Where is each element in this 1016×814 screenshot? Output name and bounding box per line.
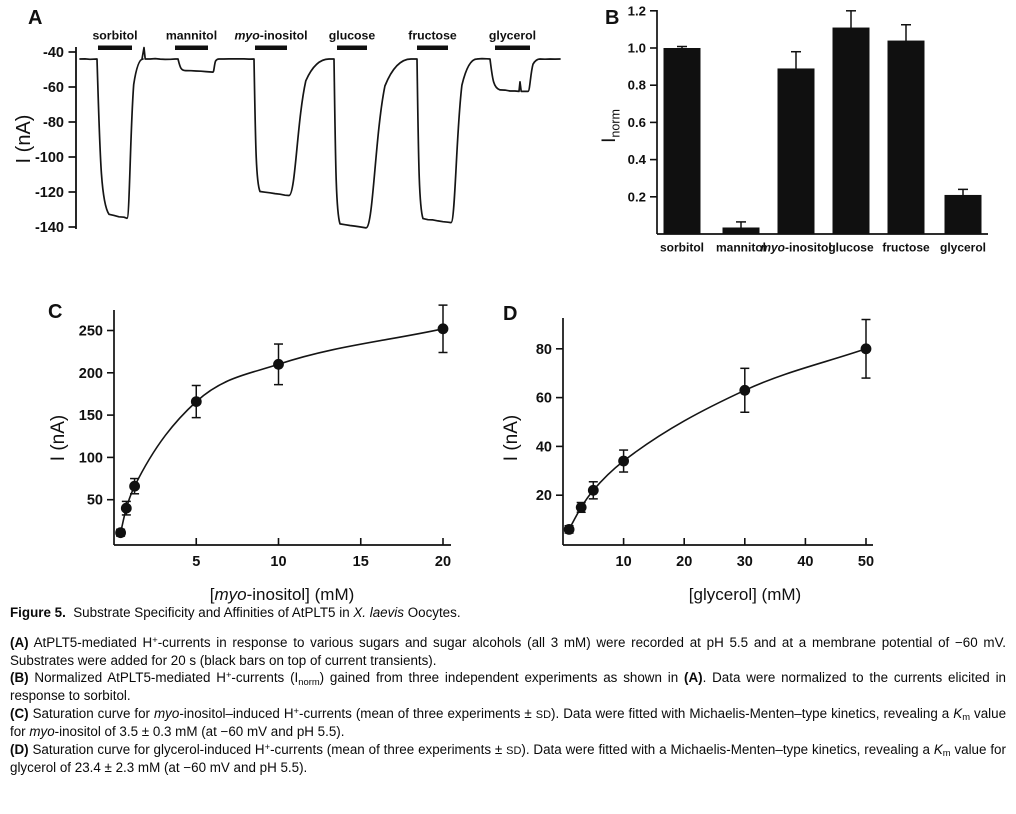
bar-fructose	[888, 41, 925, 234]
category-label-myo-inositol: myo-inositol	[760, 240, 832, 255]
caption-paragraph-a	[10, 634, 1006, 670]
y-tick-label: -140	[34, 220, 64, 236]
caption-text-segment: -currents (mean of three experiments ±	[270, 741, 507, 757]
caption-text-segment: Saturation curve for glycerol-induced H	[28, 741, 265, 757]
category-label-sorbitol: sorbitol	[660, 240, 704, 255]
y-tick-label: 150	[78, 408, 103, 425]
caption-text-segment: value for	[10, 706, 1007, 739]
y-tick-label: 0.6	[627, 114, 646, 130]
y-tick-label: 0.2	[627, 189, 646, 205]
bar-myo-inositol	[778, 68, 815, 234]
data-point	[438, 323, 449, 334]
caption-text-segment: ). Data were fitted with Michaelis-Menten–type kinetics, revealing a	[551, 706, 954, 722]
category-label-glucose: glucose	[828, 240, 874, 255]
caption-text-segment: (A)	[683, 670, 703, 686]
panel-letter-a: A	[28, 7, 43, 29]
data-point	[861, 343, 872, 354]
application-bar-mannitol	[175, 46, 208, 51]
data-point	[564, 524, 575, 535]
application-bar-fructose	[417, 46, 448, 51]
caption-text-segment: . Data were normalized to the currents elicited in response to sorbitol.	[10, 670, 1006, 704]
caption-text-segment: K	[953, 706, 963, 722]
x-axis-title: [glycerol] (mM)	[688, 585, 802, 604]
caption-text-segment: SD	[535, 709, 552, 722]
y-tick-label: -80	[43, 115, 64, 131]
y-tick-label: 50	[86, 492, 103, 509]
y-tick-label: 0.8	[627, 77, 646, 93]
caption-text-segment: +	[293, 705, 299, 716]
caption-text-segment: value for glycerol of 23.4 ± 2.3 mM (at −60 mV and pH 5.5).	[10, 741, 1006, 775]
y-tick-label: 250	[78, 323, 103, 340]
x-tick-label: 20	[676, 554, 693, 570]
y-axis-title: I (nA)	[48, 414, 69, 462]
data-point	[191, 396, 202, 407]
caption-text-segment: m	[962, 712, 970, 723]
data-point	[121, 503, 132, 514]
x-tick-label: 40	[797, 554, 814, 570]
y-tick-label: 40	[535, 439, 552, 456]
bar-glycerol	[945, 195, 982, 234]
category-label-glycerol: glycerol	[939, 240, 987, 255]
x-tick-label: 30	[736, 554, 753, 570]
application-bar-sorbitol	[98, 46, 132, 51]
caption-text-segment: Figure 5.	[10, 605, 66, 620]
caption-text-segment: +	[264, 741, 271, 752]
caption-text-segment: +	[225, 670, 232, 681]
caption-text-segment: myo	[154, 706, 180, 722]
y-tick-label: 1.0	[627, 40, 646, 56]
caption-title	[10, 604, 1006, 622]
y-tick-label: -120	[34, 185, 64, 201]
figure-caption	[10, 604, 1006, 776]
y-tick-label: 20	[535, 488, 552, 505]
y-tick-label: 60	[535, 390, 552, 407]
data-point	[115, 527, 126, 538]
y-tick-label: 1.2	[627, 3, 646, 19]
bar-glucose	[833, 28, 870, 234]
fit-curve	[121, 329, 443, 533]
y-tick-label: 200	[78, 365, 103, 382]
application-bar-glycerol	[495, 46, 530, 51]
caption-text-segment: ). Data were fitted with a Michaelis-Menten–type kinetics, revealing a	[521, 741, 934, 757]
y-tick-label: 0.4	[627, 152, 646, 168]
substrate-label-glucose: glucose	[328, 28, 376, 43]
substrate-label-sorbitol: sorbitol	[92, 28, 138, 43]
data-point	[739, 385, 750, 396]
y-tick-label: -60	[43, 80, 64, 96]
caption-text-segment: AtPLT5-mediated H	[28, 634, 153, 650]
panel-c-saturation-chart	[30, 288, 492, 623]
substrate-label-mannitol: mannitol	[165, 28, 218, 43]
caption-text-segment: norm	[298, 676, 320, 687]
caption-paragraph-d	[10, 741, 1006, 777]
caption-text-segment: -currents in response to various sugars and sugar alcohols (all 3 mM) were recorded at pH 5.5 and at a membrane potential of −60 mV. Substrates were added for 20 s (black bars on top of current transients).	[10, 634, 1006, 668]
caption-text-segment: SD	[506, 744, 522, 757]
caption-text-segment: myo	[29, 723, 55, 739]
caption-text-segment: (B)	[10, 670, 29, 686]
y-tick-label: 80	[535, 341, 552, 358]
fit-curve	[569, 349, 866, 530]
category-label-fructose: fructose	[882, 240, 930, 255]
substrate-label-fructose: fructose	[408, 28, 457, 43]
panel-a-current-trace-chart	[0, 0, 585, 278]
category-label-mannitol: mannitol	[716, 240, 766, 255]
substrate-label-myo-inositol: myo-inositol	[234, 28, 308, 43]
current-trace	[80, 48, 560, 228]
panel-letter-d: D	[503, 303, 518, 325]
data-point	[588, 485, 599, 496]
caption-text-segment: K	[933, 741, 943, 757]
data-point	[618, 456, 629, 467]
y-tick-label: -100	[34, 150, 64, 166]
y-tick-label: -40	[43, 45, 64, 61]
panel-letter-c: C	[48, 301, 63, 323]
caption-text-segment: -currents (I	[231, 670, 299, 686]
caption-text-segment: -inositol of 3.5 ± 0.3 mM (at −60 mV and pH 5.5).	[54, 723, 345, 739]
y-axis-title: I (nA)	[501, 414, 522, 462]
panel-d-saturation-chart	[495, 288, 995, 623]
x-tick-label: 20	[434, 554, 452, 570]
caption-text-segment: Substrate Specificity and Affinities of AtPLT5 in	[65, 605, 354, 620]
caption-text-segment: -inositol–induced H	[179, 706, 294, 722]
caption-text-segment: -currents (mean of three experiments ±	[299, 706, 536, 722]
panel-letter-b: B	[605, 7, 620, 29]
caption-paragraph-c	[10, 705, 1006, 741]
caption-text-segment: Saturation curve for	[28, 706, 155, 722]
caption-text-segment: ) gained from three independent experiments as shown in	[319, 670, 684, 686]
x-tick-label: 15	[352, 554, 369, 570]
caption-text-segment: (C)	[10, 706, 29, 722]
y-tick-label: 100	[78, 450, 103, 467]
caption-text-segment: (D)	[10, 741, 29, 757]
data-point	[129, 481, 140, 492]
caption-text-segment: +	[152, 634, 158, 645]
x-tick-label: 5	[192, 554, 201, 570]
substrate-label-glycerol: glycerol	[488, 28, 537, 43]
y-axis-title: $I_{norm}$	[599, 109, 623, 143]
y-axis-title: I (nA)	[13, 114, 35, 164]
caption-text-segment: m	[942, 748, 951, 759]
x-tick-label: 10	[270, 554, 287, 570]
data-point	[273, 359, 284, 370]
application-bar-glucose	[337, 46, 367, 51]
x-tick-label: 50	[857, 554, 875, 570]
x-axis-title: [myo-inositol] (mM)	[209, 585, 355, 604]
x-tick-label: 10	[615, 554, 632, 570]
caption-text-segment: X. laevis	[353, 605, 404, 620]
caption-text-segment: (A)	[10, 634, 29, 650]
data-point	[576, 502, 587, 513]
bar-sorbitol	[664, 48, 701, 234]
caption-text-segment: Normalized AtPLT5-mediated H	[28, 670, 226, 686]
panel-b-bar-chart	[585, 0, 1016, 278]
application-bar-myo-inositol	[255, 46, 287, 51]
caption-text-segment: Oocytes.	[403, 605, 461, 620]
caption-paragraph-b	[10, 669, 1006, 705]
